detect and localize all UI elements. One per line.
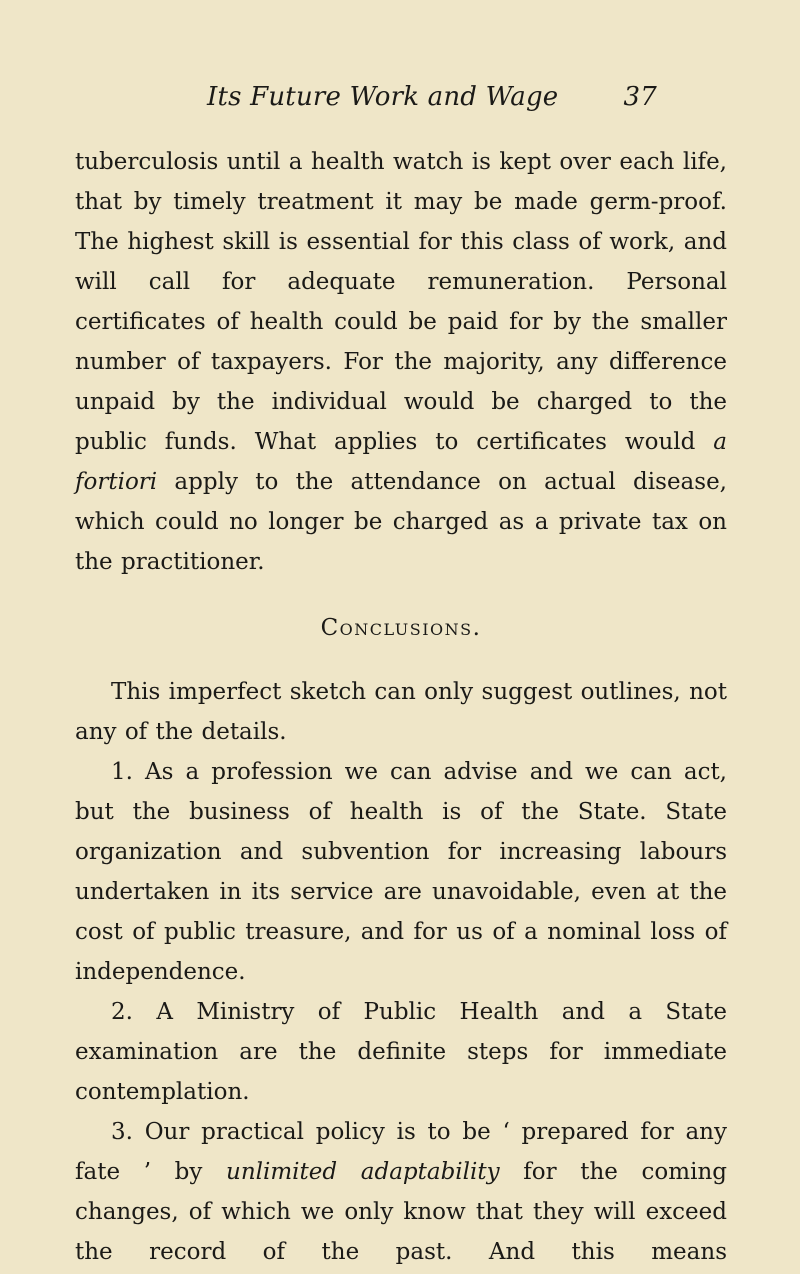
paragraph-health-certificates	[75, 142, 727, 582]
italic-phrase-a-fortiori: a fortiori	[75, 429, 727, 495]
paragraph-text-continued: apply to the attendance on actual disease, which could no longer be charged as a private tax on the practitioner.	[75, 469, 727, 575]
italic-phrase-unlimited-adaptability: unlimited adaptability	[226, 1159, 500, 1185]
section-heading-conclusions: Conclusions.	[320, 615, 482, 641]
page-number: 37	[623, 82, 657, 112]
paragraph-text: tuberculosis until a health watch is kept over each life, that by timely treatment it may be made germ-proof. The highest skill is essential for this class of work, and will call for adequate remuneration. Personal certificates of health could be paid for by the smaller number of taxpayers. For the majority, any difference unpaid by the individual would be charged to the public funds. What applies to certificates would	[75, 149, 727, 455]
conclusion-item-3	[75, 1112, 727, 1272]
page-header	[207, 82, 657, 116]
running-title: Its Future Work and Wage	[207, 82, 559, 112]
paragraph-intro: This imperfect sketch can only suggest outlines, not any of the details.	[75, 679, 727, 745]
conclusion-item-1: 1. As a profession we can advise and we can act, but the business of health is of the State. State organization and subvention for increasing labours undertaken in its service are unavoidable, even at the cost of public treasure, and for us of a nominal loss of independence.	[75, 759, 727, 985]
item-3-text: 3. Our practical policy is to be ‘ prepared for any fate ’ by	[75, 1119, 727, 1185]
conclusion-item-2: 2. A Ministry of Public Health and a State examination are the definite steps for immediate contemplation.	[75, 999, 727, 1105]
item-3-text-continued: for the coming changes, of which we only know that they will exceed the record of the past. And this means	[75, 1159, 727, 1265]
body-text	[75, 142, 727, 1272]
